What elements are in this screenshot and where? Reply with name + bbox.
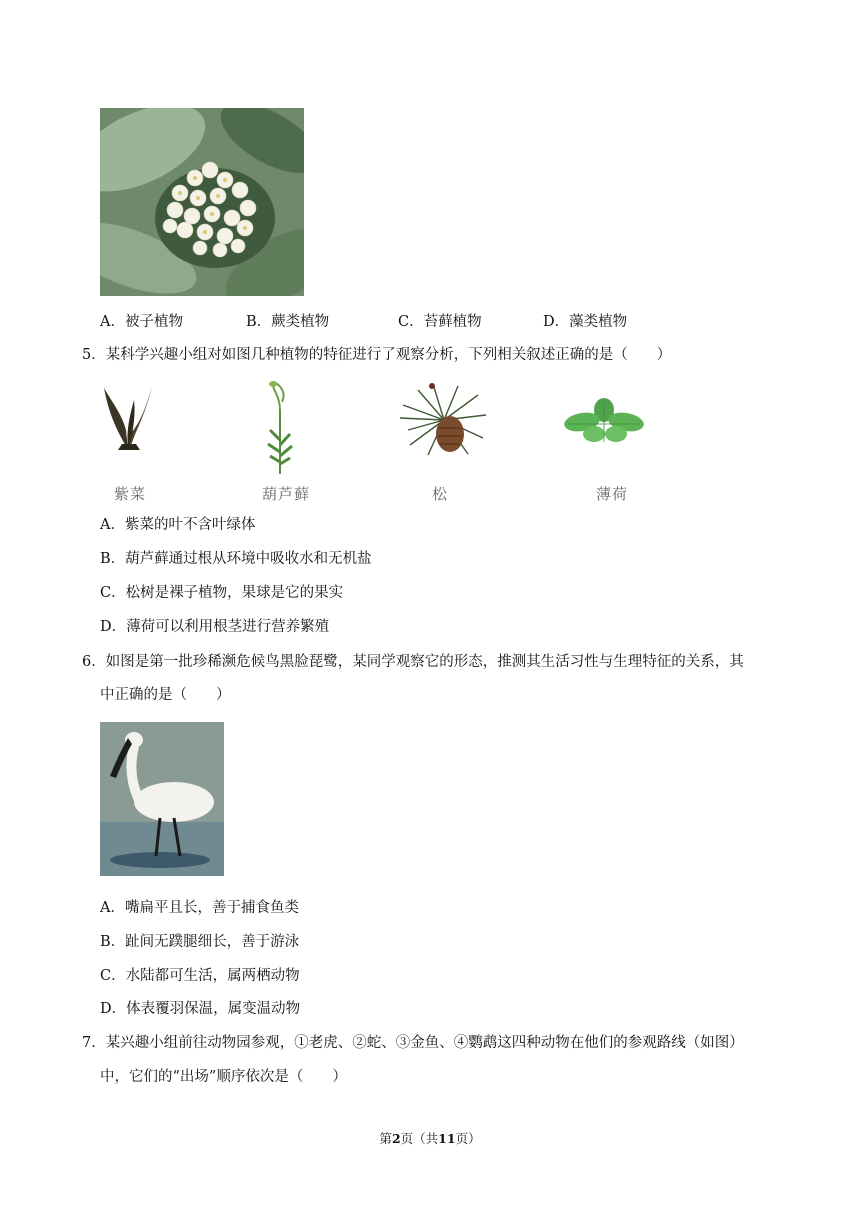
q7-stem-line2: 中，它们的“出场”顺序依次是（ ） xyxy=(100,1069,347,1085)
plant-label-mint: 薄荷 xyxy=(596,485,629,503)
mint-illustration xyxy=(562,398,646,446)
spoonbill-photo xyxy=(100,722,224,876)
q5-option-a: A．紫菜的叶不含叶绿体 xyxy=(100,517,256,533)
q6-stem-line2: 中正确的是（ ） xyxy=(100,687,231,703)
q4-option-d: D．藻类植物 xyxy=(543,314,628,330)
footer-total-pages: 11 xyxy=(438,1131,456,1146)
plant-label-moss: 葫芦藓 xyxy=(262,485,311,503)
q5-option-d: D．薄荷可以利用根茎进行营养繁殖 xyxy=(100,619,330,635)
q4-option-c: C．苔藓植物 xyxy=(398,314,482,330)
q4-option-a: A．被子植物 xyxy=(100,314,183,330)
q6-stem-line1: 6．如图是第一批珍稀濒危候鸟黑脸琵鹭，某同学观察它的形态，推测其生活习性与生理特征的关系，其 xyxy=(82,654,744,670)
q6-option-b: B．趾间无蹼腿细长，善于游泳 xyxy=(100,934,300,950)
moss-illustration xyxy=(260,380,300,476)
footer-prefix: 第 xyxy=(379,1131,392,1146)
seaweed-illustration xyxy=(100,380,156,452)
q5-option-b: B．葫芦藓通过根从环境中吸收水和无机盐 xyxy=(100,551,372,567)
q6-option-a: A．嘴扁平且长，善于捕食鱼类 xyxy=(100,900,299,916)
footer-suffix: 页） xyxy=(455,1131,481,1146)
q6-option-c: C．水陆都可生活，属两栖动物 xyxy=(100,968,300,984)
plant-label-pine: 松 xyxy=(432,485,449,503)
pine-illustration xyxy=(398,380,490,460)
flower-photo xyxy=(100,108,304,296)
q7-stem-line1: 7．某兴趣小组前往动物园参观，①老虎、②蛇、③金鱼、④鹦鹉这四种动物在他们的参观路线（如图） xyxy=(82,1035,744,1051)
footer-mid: 页（共 xyxy=(400,1131,439,1146)
q6-option-d: D．体表覆羽保温，属变温动物 xyxy=(100,1001,301,1017)
q5-option-c: C．松树是裸子植物，果球是它的果实 xyxy=(100,585,344,601)
plant-label-laver: 紫菜 xyxy=(114,485,147,503)
page-footer xyxy=(0,1129,860,1147)
footer-page-number: 2 xyxy=(391,1131,401,1146)
q4-option-b: B．蕨类植物 xyxy=(246,314,330,330)
q4-options xyxy=(100,312,800,332)
q5-stem: 5．某科学兴趣小组对如图几种植物的特征进行了观察分析，下列相关叙述正确的是（ ） xyxy=(82,347,672,363)
